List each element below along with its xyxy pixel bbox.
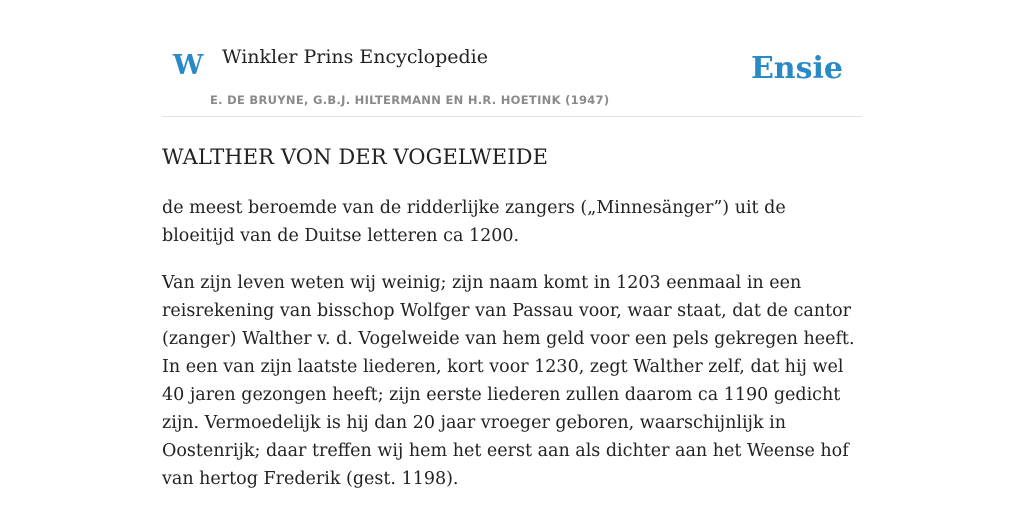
article-paragraph: Van zijn leven weten wij weinig; zijn naam komt in 1203 eenmaal in een reisrekening van bisschop Wolfger van Passau voor, waar staat, dat de cantor (zanger) Walther v. d. Vogelweide van hem geld voor een pels gekregen heeft. In een van zijn laatste liederen, kort voor 1230, zegt Walther zelf, dat hij wel 40 jaren gezongen heeft; zijn eerste liederen zullen daarom ca 1190 gedicht zijn. Vermoedelijk is hij dan 20 jaar vroeger geboren, waarschijnlijk in Oostenrijk; daar treffen wij hem het eerst aan als dichter aan het Weense hof van hertog Frederik (gest. 1198). xyxy=(162,273,855,490)
article-title: WALTHER VON DER VOGELWEIDE xyxy=(162,145,549,169)
article-paragraph: de meest beroemde van de ridderlijke zangers („Minnesänger”) uit de bloeitijd van de Duitse letteren ca 1200. xyxy=(162,198,786,247)
source-authors: E. DE BRUYNE, G.B.J. HILTERMANN EN H.R. HOETINK (1947) xyxy=(210,93,610,107)
page-container xyxy=(162,0,862,493)
source-logo-icon: W xyxy=(173,50,204,81)
source-title[interactable]: Winkler Prins Encyclopedie xyxy=(222,46,488,68)
source-header xyxy=(162,0,862,117)
brand-logo[interactable]: Ensie xyxy=(750,51,843,86)
